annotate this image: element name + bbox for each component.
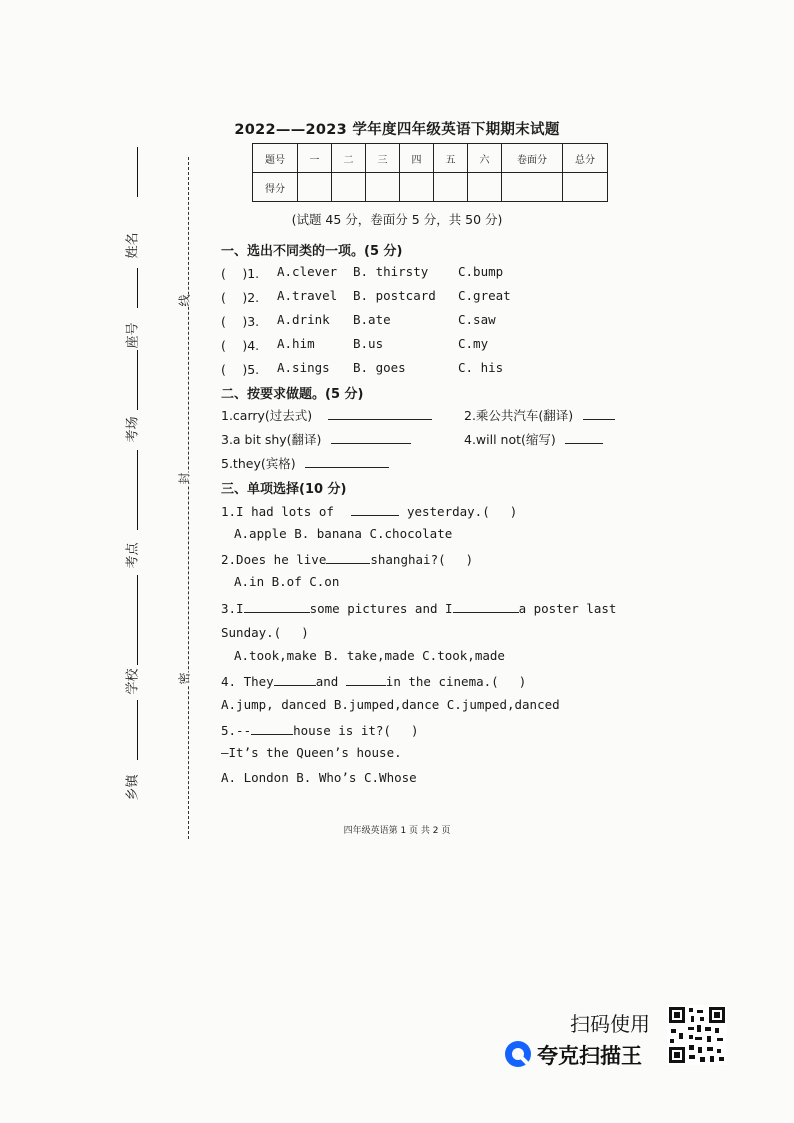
score-header-cell: 五 bbox=[434, 144, 468, 173]
s3-q2-options: A.in B.of C.on bbox=[234, 574, 340, 589]
option-b: B. thirsty bbox=[353, 264, 429, 279]
exam-room-label: 考场 bbox=[125, 416, 141, 443]
school-label: 学校 bbox=[125, 668, 141, 695]
s2-question-4 bbox=[464, 430, 603, 448]
s3-question-2 bbox=[221, 550, 473, 568]
answer-blank[interactable] bbox=[453, 599, 519, 613]
s3-question-1 bbox=[221, 502, 517, 520]
question-number: ( )5. bbox=[221, 362, 260, 377]
option-b: B.ate bbox=[353, 312, 391, 327]
question-text: 2.Does he live bbox=[221, 552, 327, 567]
binding-line bbox=[137, 700, 138, 760]
seal-char-seal: 封 bbox=[177, 472, 192, 485]
s1-question-5 bbox=[221, 360, 259, 378]
question-text: some pictures and I bbox=[309, 601, 453, 616]
s2-question-2 bbox=[464, 406, 615, 424]
exam-title: 2022——2023 学年度四年级英语下期期末试题 bbox=[234, 122, 560, 138]
option-a: A.clever bbox=[277, 264, 338, 279]
s3-q3-continued: Sunday.( ) bbox=[221, 625, 309, 640]
answer-blank[interactable] bbox=[244, 599, 310, 613]
section1-heading: 一、选出不同类的一项。(5 分) bbox=[221, 244, 403, 259]
score-header-cell: 一 bbox=[298, 144, 332, 173]
binding-line bbox=[137, 147, 138, 197]
question-text: 2.乘公共汽车(翻译) bbox=[464, 408, 574, 423]
score-table bbox=[252, 143, 608, 202]
question-text: a poster last bbox=[518, 601, 617, 616]
score-cell[interactable] bbox=[400, 173, 434, 202]
s3-q5-reply: —It’s the Queen’s house. bbox=[221, 745, 402, 760]
option-b: B. postcard bbox=[353, 288, 436, 303]
question-text: 3.a bit shy(翻译) bbox=[221, 432, 322, 447]
seal-char-secret: 密 bbox=[177, 672, 192, 685]
s2-question-5 bbox=[221, 454, 389, 472]
score-header-cell: 二 bbox=[332, 144, 366, 173]
exam-site-label: 考点 bbox=[125, 542, 141, 569]
score-note: (试题 45 分，卷面分 5 分，共 50 分) bbox=[291, 212, 503, 227]
option-c: C.my bbox=[458, 336, 489, 351]
score-header-cell: 六 bbox=[468, 144, 502, 173]
answer-blank[interactable] bbox=[351, 502, 399, 516]
question-text: in the cinema.( ) bbox=[385, 674, 527, 689]
question-text: 5.-- bbox=[221, 723, 252, 738]
binding-line bbox=[137, 575, 138, 665]
seat-number-label: 座号 bbox=[125, 322, 141, 349]
option-c: C. his bbox=[458, 360, 504, 375]
section2-heading: 二、按要求做题。(5 分) bbox=[221, 387, 364, 402]
answer-blank[interactable] bbox=[583, 406, 615, 420]
scan-to-use-text: 扫码使用 bbox=[570, 1012, 650, 1036]
score-header-cell: 题号 bbox=[253, 144, 298, 173]
township-label: 乡镇 bbox=[125, 774, 141, 801]
option-a: A.drink bbox=[277, 312, 330, 327]
score-row-label: 得分 bbox=[253, 173, 298, 202]
s1-question-1 bbox=[221, 264, 259, 282]
section3-heading: 三、单项选择(10 分) bbox=[221, 482, 347, 497]
answer-blank[interactable] bbox=[565, 430, 603, 444]
s3-question-5 bbox=[221, 721, 419, 739]
question-text: 1.I had lots of bbox=[221, 504, 334, 519]
quark-logo-icon bbox=[504, 1040, 532, 1068]
question-number: ( )3. bbox=[221, 314, 260, 329]
score-cell[interactable] bbox=[434, 173, 468, 202]
score-header-cell: 三 bbox=[366, 144, 400, 173]
option-b: B. goes bbox=[353, 360, 406, 375]
question-text: and bbox=[315, 674, 339, 689]
answer-blank[interactable] bbox=[326, 550, 370, 564]
question-text: 4.will not(缩写) bbox=[464, 432, 556, 447]
answer-blank[interactable] bbox=[274, 672, 316, 686]
s3-question-3 bbox=[221, 599, 616, 616]
score-cell[interactable] bbox=[332, 173, 366, 202]
option-b: B.us bbox=[353, 336, 384, 351]
score-cell[interactable] bbox=[298, 173, 332, 202]
answer-blank[interactable] bbox=[305, 454, 389, 468]
question-text: yesterday.( ) bbox=[406, 504, 518, 519]
s3-q5-options: A. London B. Who’s C.Whose bbox=[221, 770, 417, 785]
score-header-cell: 四 bbox=[400, 144, 434, 173]
score-header-cell: 总分 bbox=[563, 144, 608, 173]
s2-question-1 bbox=[221, 406, 432, 424]
binding-line bbox=[137, 268, 138, 308]
s1-question-3 bbox=[221, 312, 259, 330]
option-c: C.great bbox=[458, 288, 511, 303]
question-number: ( )4. bbox=[221, 338, 260, 353]
option-a: A.him bbox=[277, 336, 315, 351]
option-a: A.sings bbox=[277, 360, 330, 375]
question-text: house is it?( ) bbox=[293, 723, 419, 738]
score-header-cell: 卷面分 bbox=[502, 144, 563, 173]
s3-question-4 bbox=[221, 672, 526, 690]
seal-char-line: 线 bbox=[177, 294, 192, 307]
s1-question-4 bbox=[221, 336, 259, 354]
question-number: ( )1. bbox=[221, 266, 260, 281]
s3-q4-options: A.jump, danced B.jumped,dance C.jumped,danced bbox=[221, 697, 560, 712]
question-text: shanghai?( ) bbox=[370, 552, 474, 567]
score-table-score-row bbox=[253, 173, 608, 202]
question-text: 1.carry(过去式) bbox=[221, 408, 313, 423]
qr-code-icon[interactable] bbox=[667, 1005, 727, 1065]
option-a: A.travel bbox=[277, 288, 338, 303]
score-cell[interactable] bbox=[563, 173, 608, 202]
binding-line bbox=[137, 350, 138, 410]
answer-blank[interactable] bbox=[328, 406, 432, 420]
s1-question-2 bbox=[221, 288, 259, 306]
scanner-app-name: 夸克扫描王 bbox=[537, 1044, 642, 1068]
score-cell[interactable] bbox=[366, 173, 400, 202]
score-cell[interactable] bbox=[502, 173, 563, 202]
option-c: C.bump bbox=[458, 264, 504, 279]
s2-question-3 bbox=[221, 430, 411, 448]
name-label: 姓名 bbox=[125, 232, 141, 259]
s3-q3-options: A.took,make B. take,made C.took,made bbox=[234, 648, 505, 663]
page-footer: 四年级英语第 1 页 共 2 页 bbox=[343, 826, 451, 836]
score-table-header-row bbox=[253, 144, 608, 173]
answer-blank[interactable] bbox=[346, 672, 386, 686]
binding-line bbox=[137, 450, 138, 530]
question-text: 4. They bbox=[221, 674, 274, 689]
question-text: 3.I bbox=[221, 601, 244, 616]
answer-blank[interactable] bbox=[251, 721, 293, 735]
question-text: 5.they(宾格) bbox=[221, 456, 296, 471]
seal-dashed-line bbox=[188, 157, 189, 839]
answer-blank[interactable] bbox=[331, 430, 411, 444]
s3-q1-options: A.apple B. banana C.chocolate bbox=[234, 526, 453, 541]
option-c: C.saw bbox=[458, 312, 496, 327]
score-cell[interactable] bbox=[468, 173, 502, 202]
question-number: ( )2. bbox=[221, 290, 260, 305]
